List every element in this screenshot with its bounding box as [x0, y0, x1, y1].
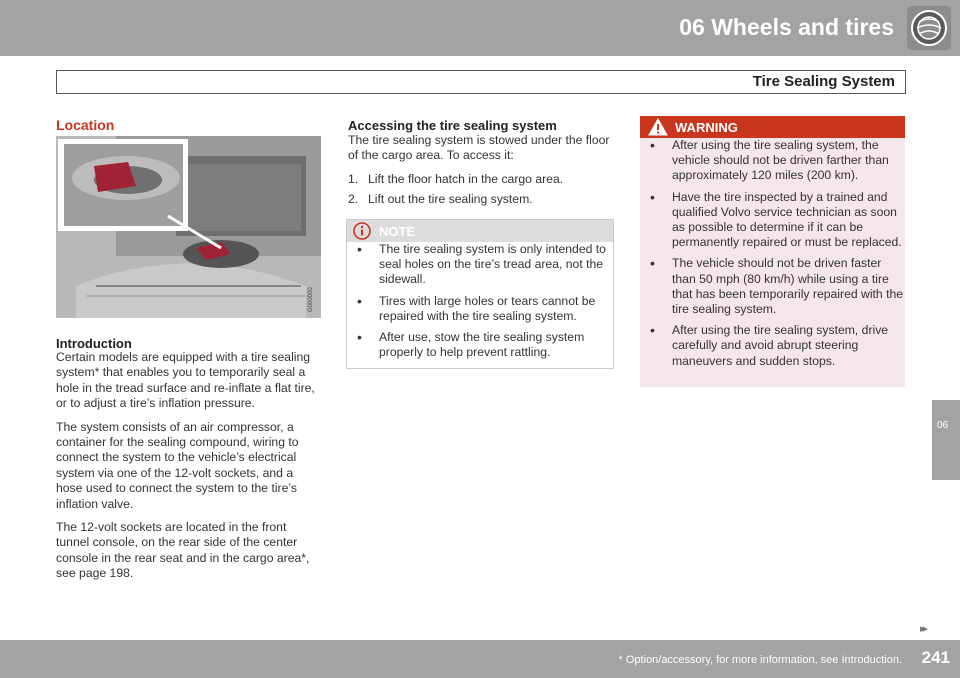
location-heading: Location: [56, 117, 115, 133]
step-number: 1.: [348, 171, 359, 186]
note-box: [346, 219, 614, 369]
accessing-body: [348, 133, 612, 213]
note-list: [347, 242, 613, 360]
warning-list: [640, 138, 905, 369]
introduction-heading: Introduction: [56, 336, 132, 351]
image-code: G000000: [308, 287, 314, 312]
intro-paragraph: Certain models are equipped with a tire sealing system* that enables you to temporarily seal a hole in the tread surface and re-inflate a flat tire, or to adjust a tire’s inflation pressure.: [56, 350, 315, 411]
note-item: • The tire sealing system is only intended to seal holes on the tire’s tread area, not the sidewall.: [347, 242, 613, 288]
accessing-heading: Accessing the tire sealing system: [348, 118, 557, 133]
note-label: NOTE: [379, 224, 416, 239]
footnote: * Option/accessory, for more information, see Introduction.: [618, 654, 902, 666]
step-text: Lift the floor hatch in the cargo area.: [368, 171, 564, 186]
intro-paragraph: The system consists of an air compressor, a container for the sealing compound, wiring to connect the system to the vehicle’s electrical system via one of the 12-volt sockets, and a hose used to connect the system to the tire’s inflation valve.: [56, 419, 299, 511]
chapter-title: 06 Wheels and tires: [679, 14, 894, 40]
step-text: Lift out the tire sealing system.: [368, 192, 533, 207]
chapter-side-tab[interactable]: [932, 400, 960, 480]
section-bar: [56, 70, 906, 94]
side-tab-label: 06: [937, 420, 949, 431]
double-chevron-right-icon[interactable]: ▸▸: [920, 623, 926, 635]
warning-item: • The vehicle should not be driven faster than 50 mph (80 km/h) while using a tire that has been temporarily repaired with the tire sealing system.: [640, 256, 905, 317]
warning-item: • After using the tire sealing system, the vehicle should not be driven farther than approximately 120 miles (200 km).: [640, 138, 905, 184]
wheel-icon: [907, 6, 951, 50]
cargo-area-illustration: [56, 136, 321, 318]
warning-header: [640, 116, 905, 138]
step-number: 2.: [348, 192, 359, 207]
warning-label: WARNING: [675, 120, 738, 135]
note-item: • After use, stow the tire sealing system properly to help prevent rattling.: [347, 330, 613, 360]
accessing-intro: The tire sealing system is stowed under the floor of the cargo area. To access it:: [348, 133, 610, 163]
page-header: [0, 0, 960, 56]
warning-triangle-icon: [648, 118, 668, 136]
note-header: [347, 220, 613, 242]
warning-item: • Have the tire inspected by a trained and qualified Volvo service technician as soon as possible to determine if it can be permanently repaired or must be replaced.: [640, 190, 905, 251]
accessing-steps: [348, 172, 612, 208]
page-footer: [0, 640, 960, 678]
note-item: • Tires with large holes or tears cannot be repaired with the tire sealing system.: [347, 294, 613, 324]
step-item: [348, 172, 612, 187]
warning-box: [640, 116, 905, 387]
warning-item: • After using the tire sealing system, drive carefully and avoid abrupt steering maneuvers and sudden stops.: [640, 323, 905, 369]
step-item: [348, 192, 612, 207]
intro-paragraph: The 12-volt sockets are located in the front tunnel console, on the rear side of the center console in the rear seat and in the cargo area*, see page 198.: [56, 520, 310, 581]
section-title: Tire Sealing System: [752, 73, 895, 90]
info-icon: [353, 222, 371, 240]
introduction-body: [56, 350, 322, 590]
page-number: 241: [921, 648, 950, 667]
